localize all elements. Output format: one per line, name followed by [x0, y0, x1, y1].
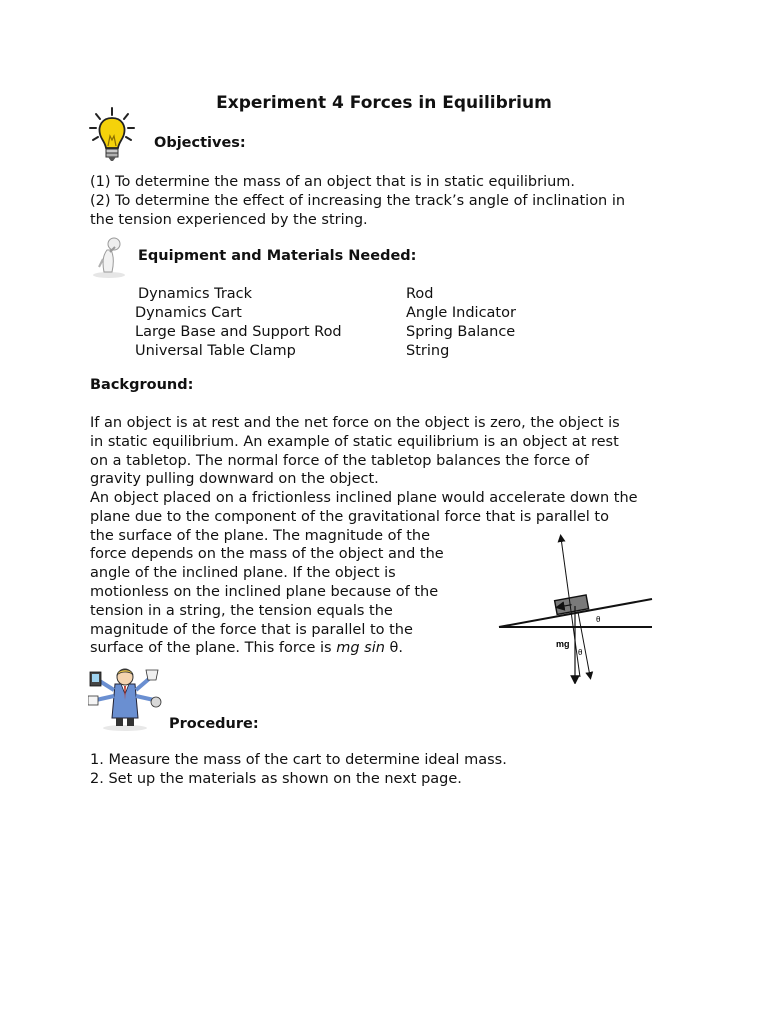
objectives-text: [90, 173, 625, 229]
formula: mg sin: [336, 640, 385, 657]
objective-line: (2) To determine the effect of increasing the track’s angle of inclination in: [90, 192, 626, 209]
procedure-steps: [90, 751, 507, 789]
background-paragraph-1: If an object is at rest and the net force on the object is zero, the object is in static equilibrium. An example of static equilibrium is an object at rest on a tabletop. The normal force of the tabletop balances the force of gravity pulling downward on the object.: [90, 415, 620, 488]
procedure-step: 1. Measure the mass of the cart to determine ideal mass.: [90, 752, 507, 768]
equipment-item: Dynamics Cart: [135, 305, 242, 321]
procedure-heading: Procedure:: [169, 716, 259, 732]
background-paragraph-2: An object placed on a frictionless inclined plane would accelerate down the plane due to the component of the gravitational force that is parallel to the surface of the plane. The magnitude of the force depends on the mass of the object and the angle of the inclined plane. If the object is motionless on the inclined plane because of the tension in a string, the tension equals the magnitude of the force that is parallel to the surface of the plane. This force is mg sin θ.: [90, 490, 638, 657]
equipment-item: Large Base and Support Rod: [135, 324, 342, 340]
equipment-right-column: [406, 285, 516, 361]
equipment-left-column: [138, 285, 252, 304]
mg-label: mg: [556, 639, 570, 649]
equipment-item: Universal Table Clamp: [135, 343, 296, 359]
theta-label: θ: [596, 615, 601, 624]
objective-line: (1) To determine the mass of an object that is in static equilibrium.: [90, 174, 576, 190]
lightbulb-icon: [88, 106, 136, 168]
thinking-figure-icon: [88, 235, 130, 279]
theta-label: θ: [578, 648, 583, 657]
equipment-left-column-2: [135, 304, 342, 361]
equipment-item: Spring Balance: [406, 324, 516, 340]
inclined-plane-diagram: [492, 532, 660, 684]
equipment-heading: Equipment and Materials Needed:: [138, 248, 417, 264]
page-title: Experiment 4 Forces in Equilibrium: [216, 93, 552, 113]
procedure-step: 2. Set up the materials as shown on the next page.: [90, 770, 462, 787]
equipment-item: Angle Indicator: [406, 305, 516, 321]
background-heading: Background:: [90, 377, 194, 393]
component-arrow: [578, 612, 590, 676]
objectives-heading: Objectives:: [154, 135, 246, 151]
equipment-item: Dynamics Track: [138, 286, 253, 302]
equipment-item: String: [406, 343, 450, 359]
force-formula-line: surface of the plane. This force is mg sin θ.: [90, 640, 404, 657]
multitasking-person-icon: [88, 666, 162, 732]
objective-line: the tension experienced by the string.: [90, 211, 368, 228]
equipment-item: Rod: [406, 286, 434, 302]
